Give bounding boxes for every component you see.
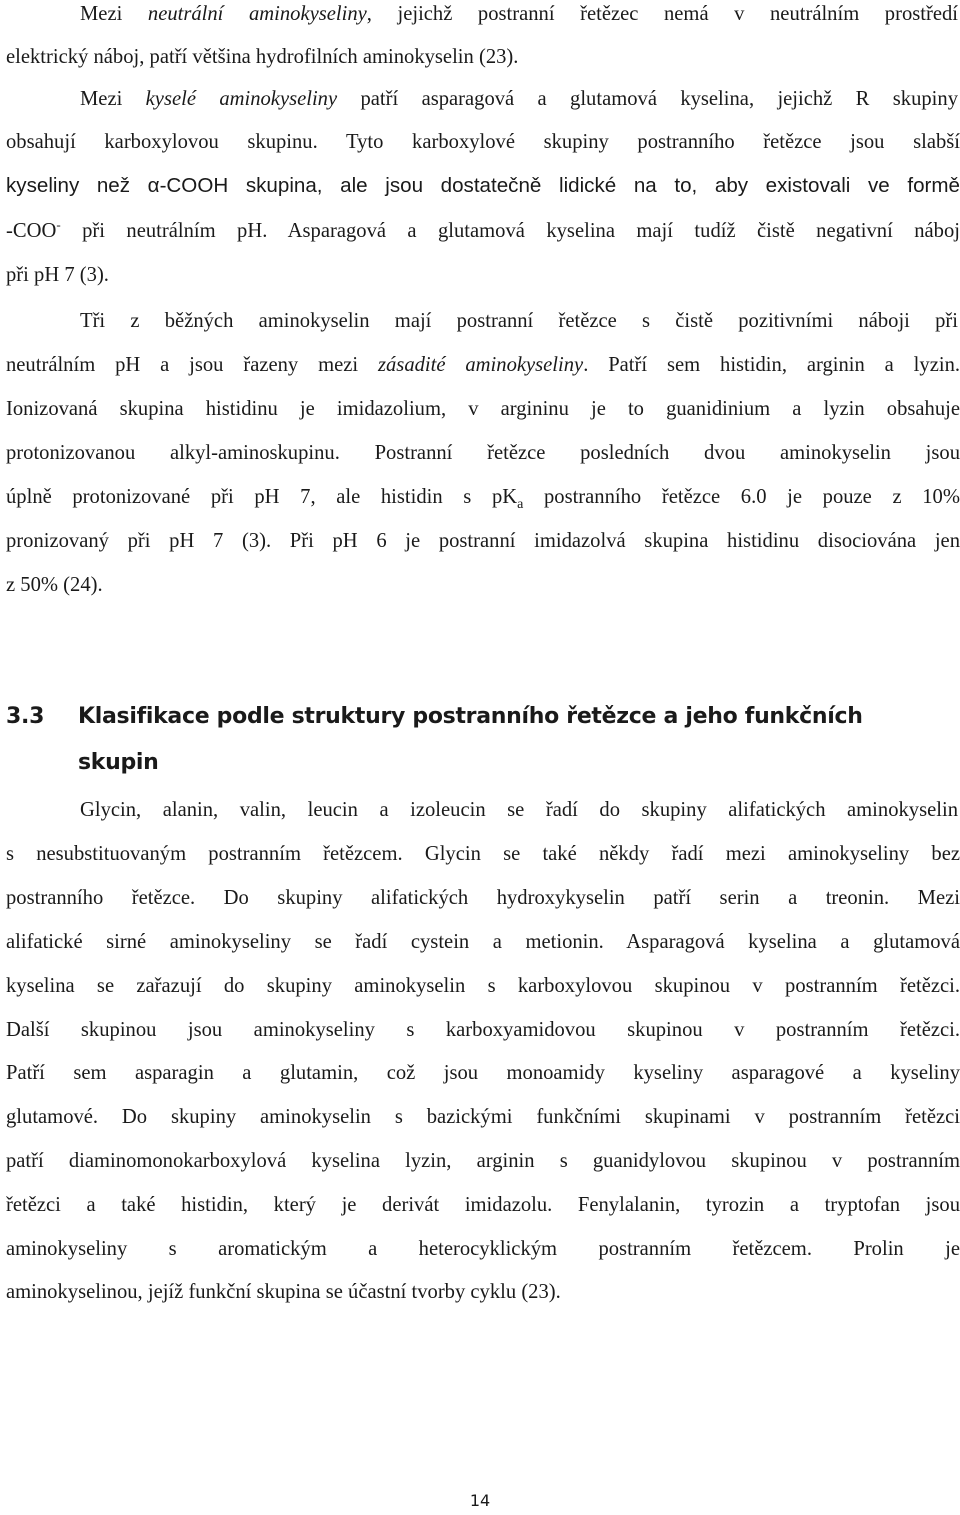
paragraph-2-line-5: při pH 7 (3). bbox=[6, 264, 109, 286]
paragraph-4-line-8: glutamové. Do skupiny aminokyselin s bazickými funkčními skupinami v postranním řetězci bbox=[6, 1106, 960, 1128]
paragraph-4-line-7: Patří sem asparagin a glutamin, což jsou monoamidy kyseliny asparagové a kyseliny bbox=[6, 1062, 960, 1084]
paragraph-3-line-3: Ionizovaná skupina histidinu je imidazolium, v argininu je to guanidinium a lyzin obsahuje bbox=[6, 398, 960, 420]
paragraph-3-line-7: z 50% (24). bbox=[6, 574, 103, 596]
paragraph-4-line-11: aminokyseliny s aromatickým a heterocyklickým postranním řetězcem. Prolin je bbox=[6, 1238, 960, 1260]
paragraph-4-line-1: Glycin, alanin, valin, leucin a izoleucin se řadí do skupiny alifatických aminokyselin bbox=[80, 799, 958, 821]
paragraph-4-line-9: patří diaminomonokarboxylová kyselina lyzin, arginin s guanidylovou skupinou v postranním bbox=[6, 1150, 960, 1172]
paragraph-3-line-5: úplně protonizované při pH 7, ale histidin s $pK_a$ postranního řetězce 6.0 je pouze z 10% bbox=[6, 486, 960, 512]
paragraph-4-line-3: postranního řetězce. Do skupiny alifatických hydroxykyselin patří serin a treonin. Mezi bbox=[6, 887, 960, 909]
paragraph-3-line-6: pronizovaný při pH 7 (3). Při pH 6 je postranní imidazolvá skupina histidinu disociována jen bbox=[6, 530, 960, 552]
paragraph-3-line-1: Tři z běžných aminokyselin mají postranní řetězce s čistě pozitivními náboji při bbox=[80, 310, 958, 332]
paragraph-3-line-4: protonizovanou alkyl-aminoskupinu. Postranní řetězce posledních dvou aminokyselin jsou bbox=[6, 442, 960, 464]
paragraph-1-line-2: elektrický náboj, patří většina hydrofilních aminokyselin (23). bbox=[6, 46, 519, 68]
paragraph-4-line-12: aminokyselinou, jejíž funkční skupina se účastní tvorby cyklu (23). bbox=[6, 1281, 561, 1303]
paragraph-2-line-2: obsahují karboxylovou skupinu. Tyto karboxylové skupiny postranního řetězce jsou slabší bbox=[6, 131, 960, 153]
section-heading-line-1: Klasifikace podle struktury postranního řetězce a jeho funkčních bbox=[78, 704, 863, 729]
paragraph-4-line-6: Další skupinou jsou aminokyseliny s karboxyamidovou skupinou v postranním řetězci. bbox=[6, 1019, 960, 1041]
paragraph-4-line-2: s nesubstituovaným postranním řetězcem. Glycin se také někdy řadí mezi aminokyseliny bez bbox=[6, 843, 960, 865]
paragraph-4-line-5: kyselina se zařazují do skupiny aminokyselin s karboxylovou skupinou v postranním řetězci. bbox=[6, 975, 960, 997]
paragraph-1-line-1: Mezi neutrální aminokyseliny, jejichž postranní řetězec nemá v neutrálním prostředí bbox=[80, 3, 958, 25]
page-number: 14 bbox=[469, 1491, 491, 1510]
paragraph-4-line-4: alifatické sirné aminokyseliny se řadí cystein a metionin. Asparagová kyselina a glutamová bbox=[6, 931, 960, 953]
section-number: 3.3 bbox=[6, 704, 45, 729]
paragraph-4-line-10: řetězci a také histidin, který je derivát imidazolu. Fenylalanin, tyrozin a tryptofan jsou bbox=[6, 1194, 960, 1216]
paragraph-2-line-4: -COO- při neutrálním pH. Asparagová a glutamová kyselina mají tudíž čistě negativní náboj bbox=[6, 217, 960, 242]
paragraph-2-line-3: kyseliny než α-COOH skupina, ale jsou dostatečně lidické na to, aby existovali ve formě bbox=[6, 174, 960, 197]
paragraph-3-line-2: neutrálním pH a jsou řazeny mezi zásadité aminokyseliny. Patří sem histidin, arginin a lyzin. bbox=[6, 354, 960, 376]
paragraph-2-line-1: Mezi kyselé aminokyseliny patří asparagová a glutamová kyselina, jejichž R skupiny bbox=[80, 88, 958, 110]
section-heading-line-2: skupin bbox=[78, 750, 159, 775]
